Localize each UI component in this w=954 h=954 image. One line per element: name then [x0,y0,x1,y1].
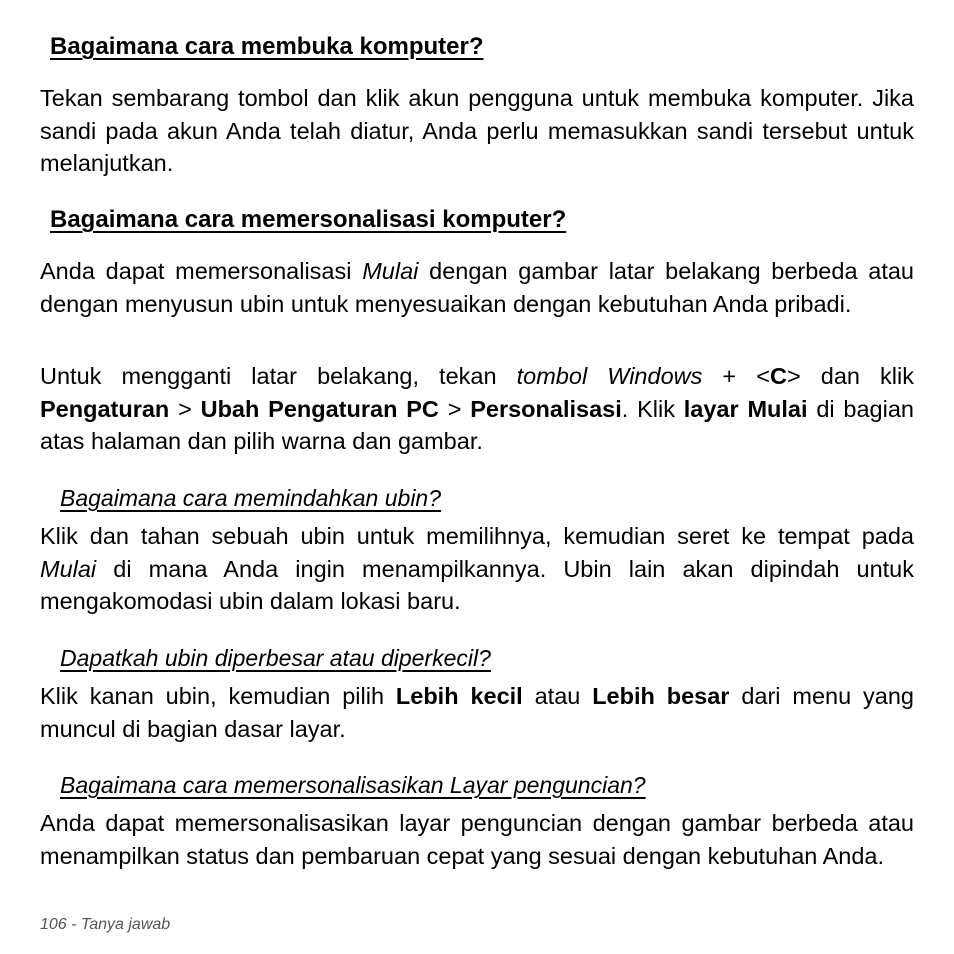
text-run: Klik dan tahan sebuah ubin untuk memilihnya, kemudian seret ke tempat pada [40,523,914,549]
heading-open-computer: Bagaimana cara membuka komputer? [50,33,484,60]
paragraph-open-computer: Tekan sembarang tombol dan klik akun pengguna untuk membuka komputer. Jika sandi pada akun Anda telah diatur, Anda perlu memasukkan sandi tersebut untuk melanjutkan. [40,85,914,176]
text-run: + < [702,363,770,389]
text-run: atau [522,683,593,709]
text-run: Anda dapat memersonalisasi [40,258,363,284]
emphasis-windows-key: tombol Windows [516,363,703,389]
option-lebih-kecil: Lebih kecil [395,683,523,709]
page-footer: 106 - Tanya jawab [40,916,171,933]
text-run: > [169,395,201,422]
emphasis-mulai: Mulai [362,258,419,284]
text-run: dengan gambar latar belakang berbeda atau dengan menyusun ubin untuk menyesuaikan dengan kebutuhan Anda pribadi. [40,258,914,317]
menu-layar-mulai: layar Mulai [683,395,808,422]
text-run: Untuk mengganti latar belakang, tekan [40,363,517,389]
option-lebih-besar: Lebih besar [592,683,730,709]
heading-move-tiles: Bagaimana cara memindahkan ubin? [60,485,442,511]
paragraph-resize-tiles [40,680,914,745]
heading-personalize-computer: Bagaimana cara memersonalisasi komputer? [50,206,567,233]
paragraph-move-tiles [40,520,914,618]
text-run: > [438,395,471,422]
text-run: dari menu yang muncul di bagian dasar layar. [40,683,914,742]
paragraph-personalize-start [40,255,914,320]
heading-resize-tiles: Dapatkah ubin diperbesar atau diperkecil? [60,645,491,671]
menu-pengaturan: Pengaturan [40,395,170,422]
heading-lock-screen: Bagaimana cara memersonalisasikan Layar penguncian? [60,772,646,798]
emphasis-mulai: Mulai [40,555,97,582]
menu-personalisasi: Personalisasi [470,395,622,422]
text-run: . Klik [621,395,684,422]
text-run: di bagian atas halaman dan pilih warna dan gambar. [40,395,914,454]
text-run: di mana Anda ingin menampilkannya. Ubin lain akan dipindah untuk mengakomodasi ubin dalam lokasi baru. [40,555,914,614]
menu-ubah-pengaturan-pc: Ubah Pengaturan PC [200,395,439,422]
text-run: > dan klik [786,363,914,389]
paragraph-change-background [40,360,914,458]
text-run: Klik kanan ubin, kemudian pilih [40,683,396,709]
key-c: C [769,363,787,389]
paragraph-lock-screen: Anda dapat memersonalisasikan layar penguncian dengan gambar berbeda atau menampilkan status dan pembaruan cepat yang sesuai dengan kebutuhan Anda. [40,810,914,869]
